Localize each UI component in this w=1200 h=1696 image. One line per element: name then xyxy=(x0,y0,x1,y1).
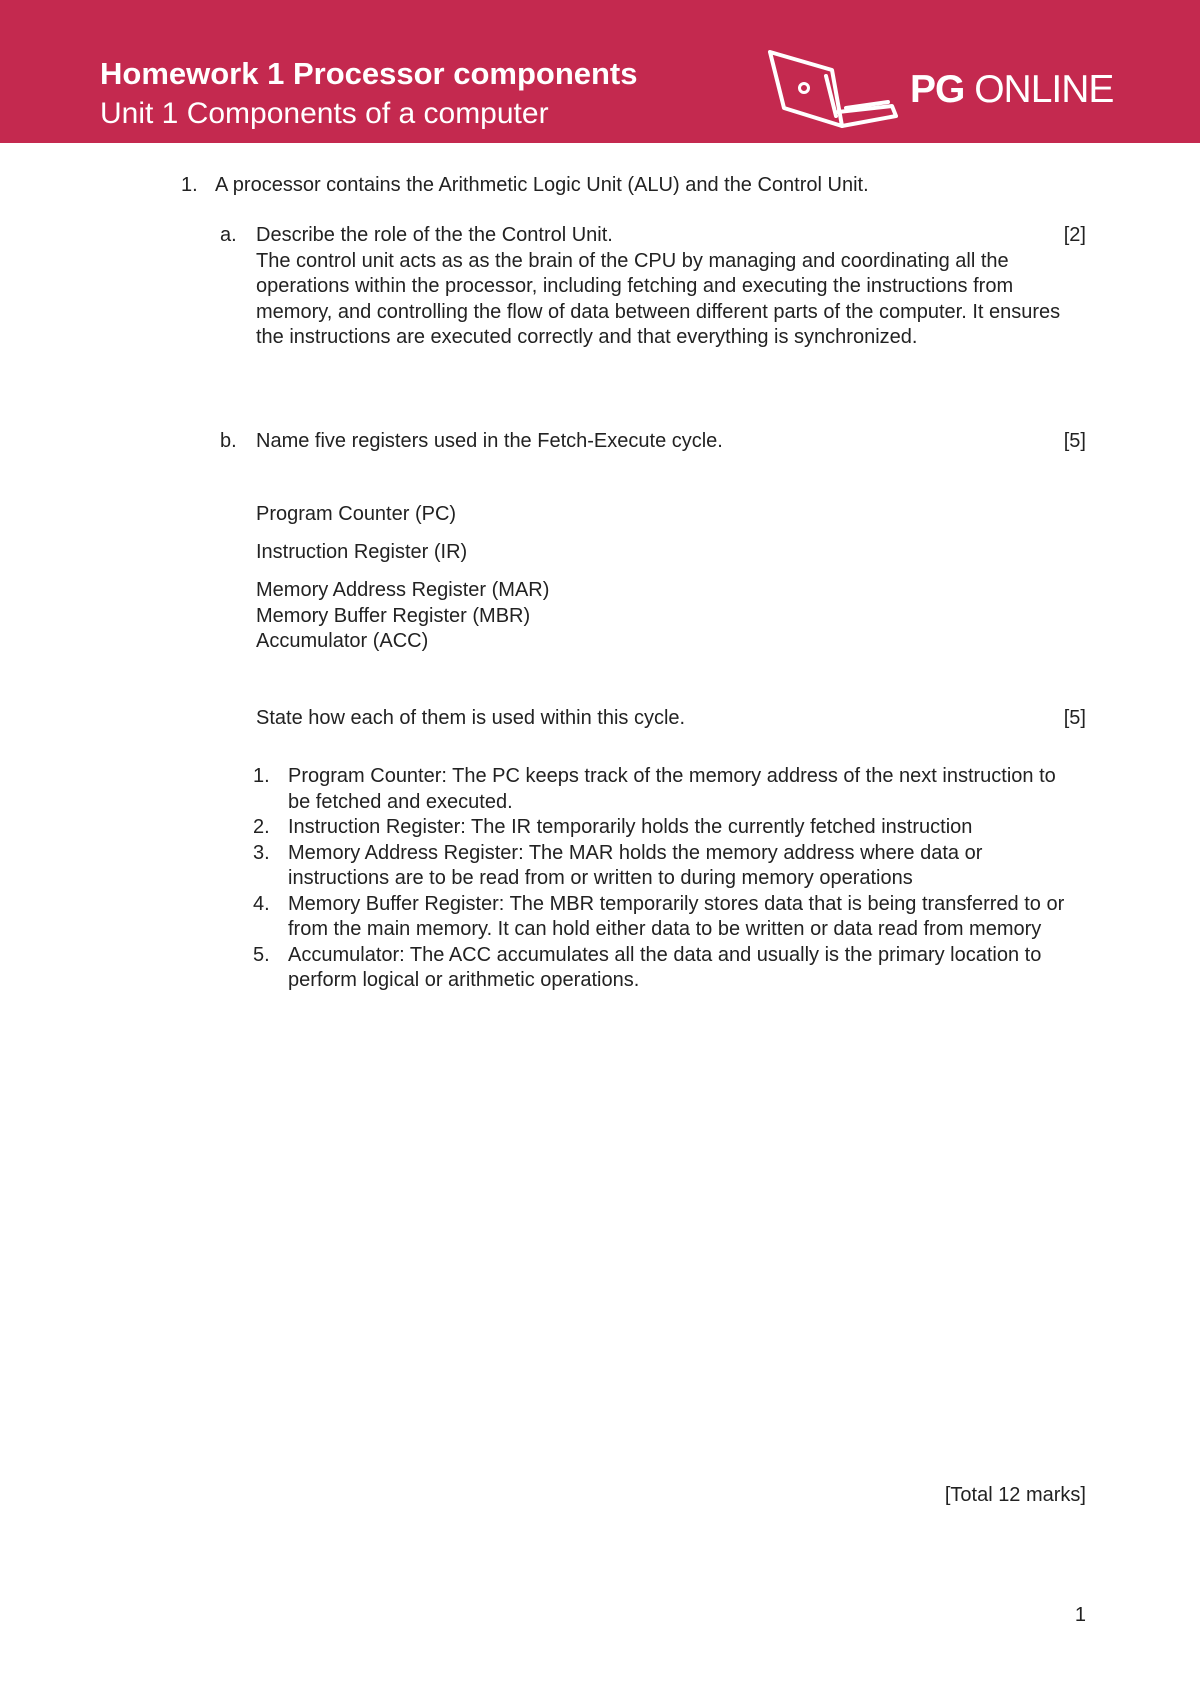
register-item: Accumulator (ACC) xyxy=(256,630,429,652)
list-item-text: Program Counter: The PC keeps track of the memory address of the next instruction to be fetched and executed. xyxy=(288,765,1056,813)
list-item-number: 3. xyxy=(253,841,270,864)
list-item-number: 5. xyxy=(253,943,270,966)
page-title: Homework 1 Processor components xyxy=(100,56,638,91)
part-a-answer: The control unit acts as as the brain of the CPU by managing and coordinating all the operations within the processor, including fetching and executing the instructions from memory, and controlling the flow of data between different parts of the computer. It ensures the instructions are executed correctly and that everything is synchronized. xyxy=(256,249,1061,348)
part-a-marks: [2] xyxy=(1063,224,1086,246)
list-item-number: 2. xyxy=(253,816,270,838)
page-number: 1 xyxy=(1074,1604,1086,1626)
list-item xyxy=(253,943,1083,994)
list-item xyxy=(253,764,1083,815)
register-item: Memory Address Register (MAR) xyxy=(256,579,550,601)
register-item: Instruction Register (IR) xyxy=(256,541,468,563)
brand-logo-bold: PG xyxy=(910,68,965,111)
part-b-prompt: Name five registers used in the Fetch-Execute cycle. xyxy=(256,430,723,452)
list-item-text: Memory Address Register: The MAR holds the memory address where data or instructions are to be read from or written to during memory operations xyxy=(288,841,983,889)
brand-logo-text xyxy=(910,67,1113,113)
question-text: A processor contains the Arithmetic Logic Unit (ALU) and the Control Unit. xyxy=(215,174,869,196)
list-item-number: 4. xyxy=(253,892,270,915)
list-item-text: Instruction Register: The IR temporarily holds the currently fetched instruction xyxy=(288,816,973,838)
part-b-marks: [5] xyxy=(1063,430,1086,452)
list-item xyxy=(253,892,1083,943)
header-banner xyxy=(0,0,1200,143)
brand-logo-regular: ONLINE xyxy=(974,68,1114,111)
part-a-label: a. xyxy=(220,224,237,246)
part-a-prompt: Describe the role of the the Control Unit. xyxy=(256,224,613,246)
register-item: Program Counter (PC) xyxy=(256,503,457,525)
question-number: 1. xyxy=(181,174,198,196)
part-b-label: b. xyxy=(220,430,237,452)
list-item-text: Accumulator: The ACC accumulates all the data and usually is the primary location to perform logical or arithmetic operations. xyxy=(288,943,1042,991)
register-item: Memory Buffer Register (MBR) xyxy=(256,604,531,627)
list-item-text: Memory Buffer Register: The MBR temporarily stores data that is being transferred to or from the main memory. It can hold either data to be written or data read from memory xyxy=(288,892,1065,940)
list-item-number: 1. xyxy=(253,765,270,787)
laptop-logo-icon xyxy=(764,46,902,136)
list-item xyxy=(253,841,1083,892)
part-b-followup-marks: [5] xyxy=(1063,707,1086,729)
register-uses-list xyxy=(253,764,1083,994)
page-subtitle: Unit 1 Components of a computer xyxy=(100,97,549,130)
list-item xyxy=(253,815,1083,841)
total-marks: [Total 12 marks] xyxy=(944,1484,1086,1506)
part-b-followup-prompt: State how each of them is used within this cycle. xyxy=(256,707,686,729)
